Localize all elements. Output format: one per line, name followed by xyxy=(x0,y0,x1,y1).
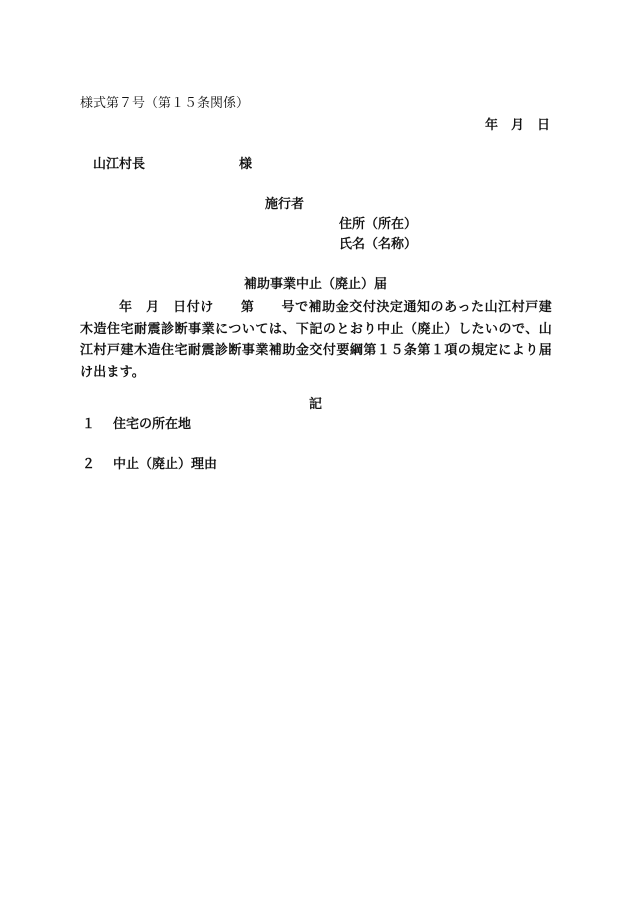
applicant-name-label: 氏名（名称） xyxy=(339,237,418,252)
document-title: 補助事業中止（廃止）届 xyxy=(244,277,388,292)
addressee-honorific: 様 xyxy=(239,157,253,172)
item-number: １ xyxy=(82,417,96,432)
form-number: 様式第７号（第１５条関係） xyxy=(80,96,250,111)
item-label: 住宅の所在地 xyxy=(113,417,192,432)
ki-label: 記 xyxy=(309,397,323,412)
item-number: ２ xyxy=(82,457,96,472)
item-label: 中止（廃止）理由 xyxy=(113,457,218,472)
applicant-label: 施行者 xyxy=(265,197,305,212)
date-line: 年 月 日 xyxy=(484,118,550,133)
item-row xyxy=(82,458,217,471)
item-row xyxy=(82,418,191,431)
applicant-address-label: 住所（所在） xyxy=(339,217,418,232)
body-paragraph: 年 月 日付け 第 号で補助金交付決定通知のあった山江村戸建木造住宅耐震診断事業については、下記のとおり中止（廃止）したいので、山江村戸建木造住宅耐震診断事業補助金交付要綱第１５条第１項の規定により届け出ます。 xyxy=(80,300,552,380)
addressee-name: 山江村長 xyxy=(93,157,146,172)
